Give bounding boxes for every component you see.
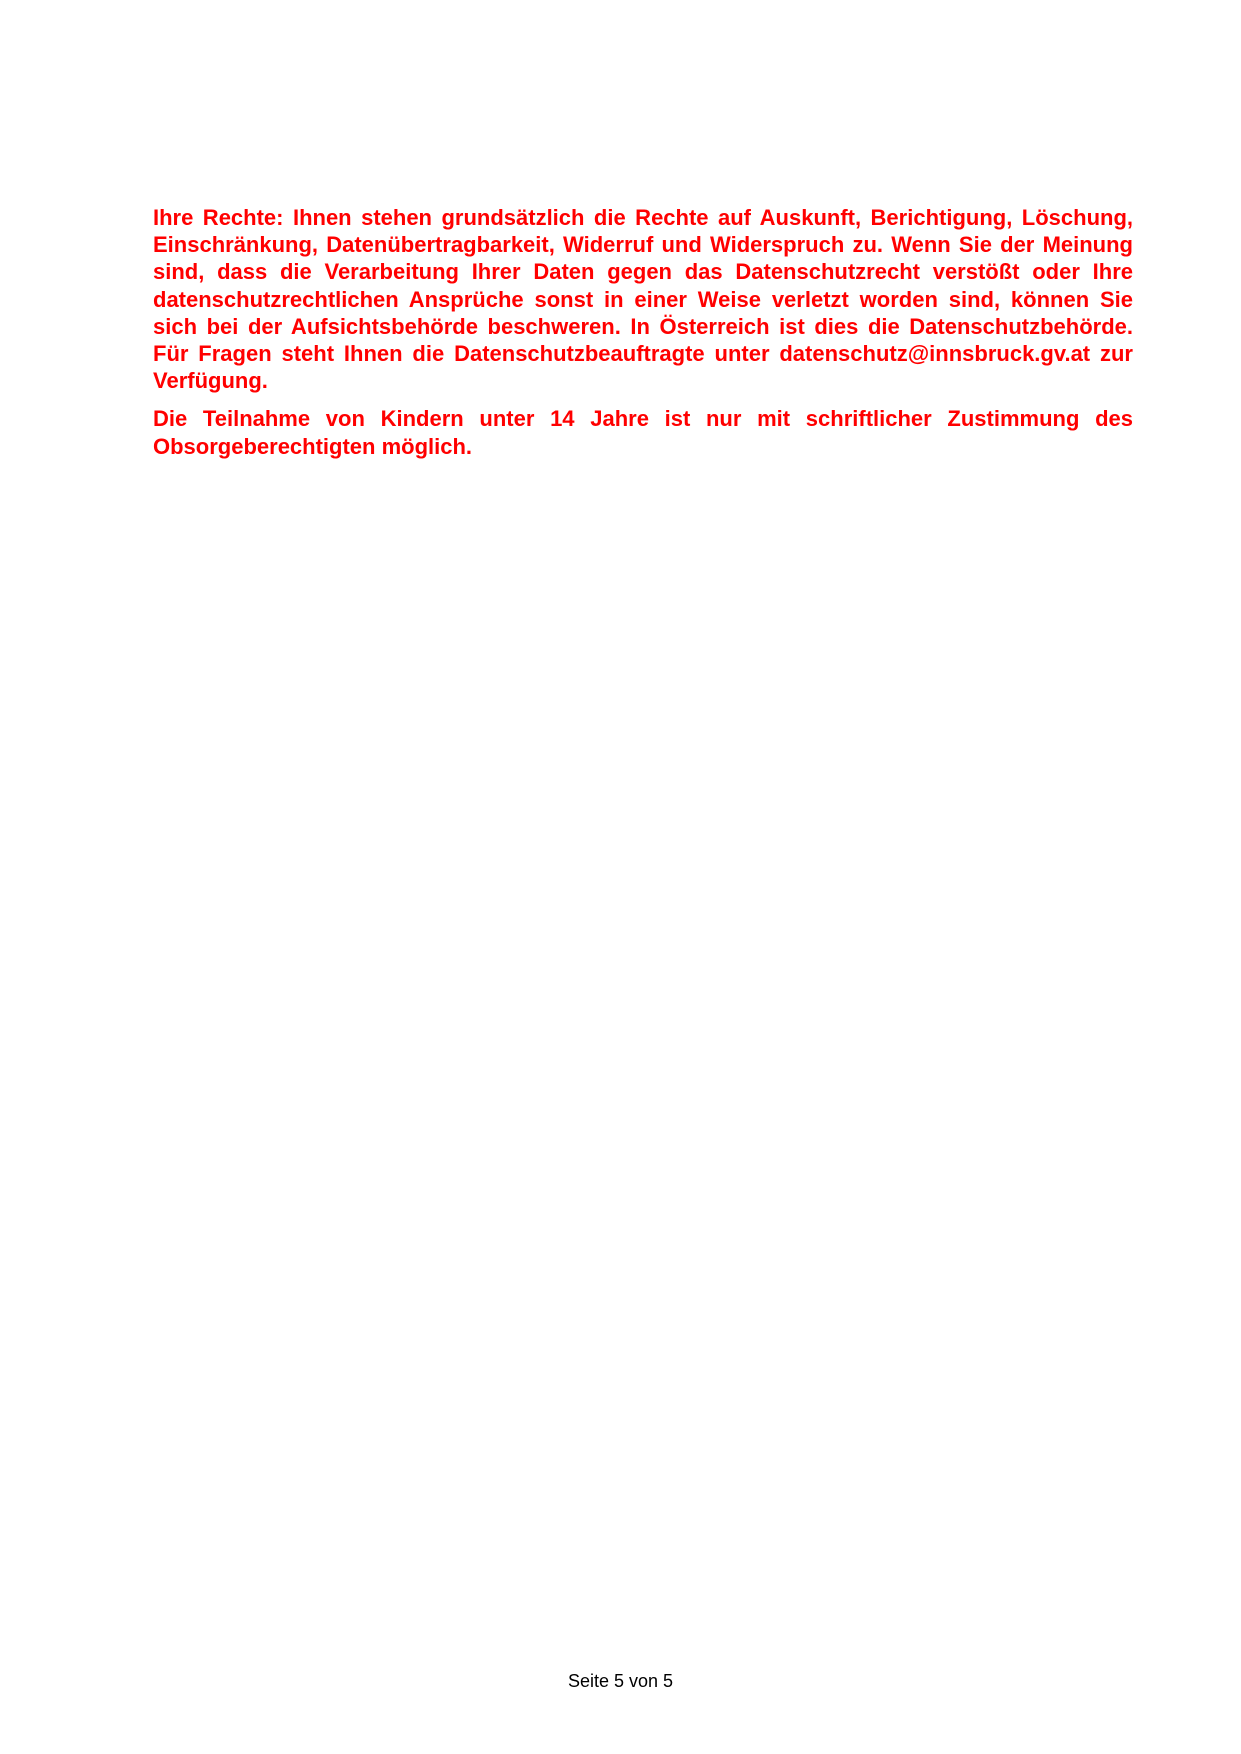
children-consent-paragraph: Die Teilnahme von Kindern unter 14 Jahre ist nur mit schriftlicher Zustimmung des Obsorgeberechtigten möglich.	[153, 406, 1133, 459]
document-body	[153, 204, 1133, 471]
rights-paragraph: Ihre Rechte: Ihnen stehen grundsätzlich die Rechte auf Auskunft, Berichtigung, Löschung, Einschränkung, Datenübertragbarkeit, Widerruf und Widerspruch zu. Wenn Sie der Meinung sind, dass die Verarbeitung Ihrer Daten gegen das Datenschutzrecht verstößt oder Ihre datenschutzrechtlichen Ansprüche sonst in einer Weise verletzt worden sind, können Sie sich bei der Aufsichtsbehörde beschweren. In Österreich ist dies die Datenschutzbehörde. Für Fragen steht Ihnen die Datenschutzbeauftragte unter datenschutz@innsbruck.gv.at zur Verfügung.	[153, 205, 1133, 394]
page-number-footer: Seite 5 von 5	[567, 1671, 674, 1691]
